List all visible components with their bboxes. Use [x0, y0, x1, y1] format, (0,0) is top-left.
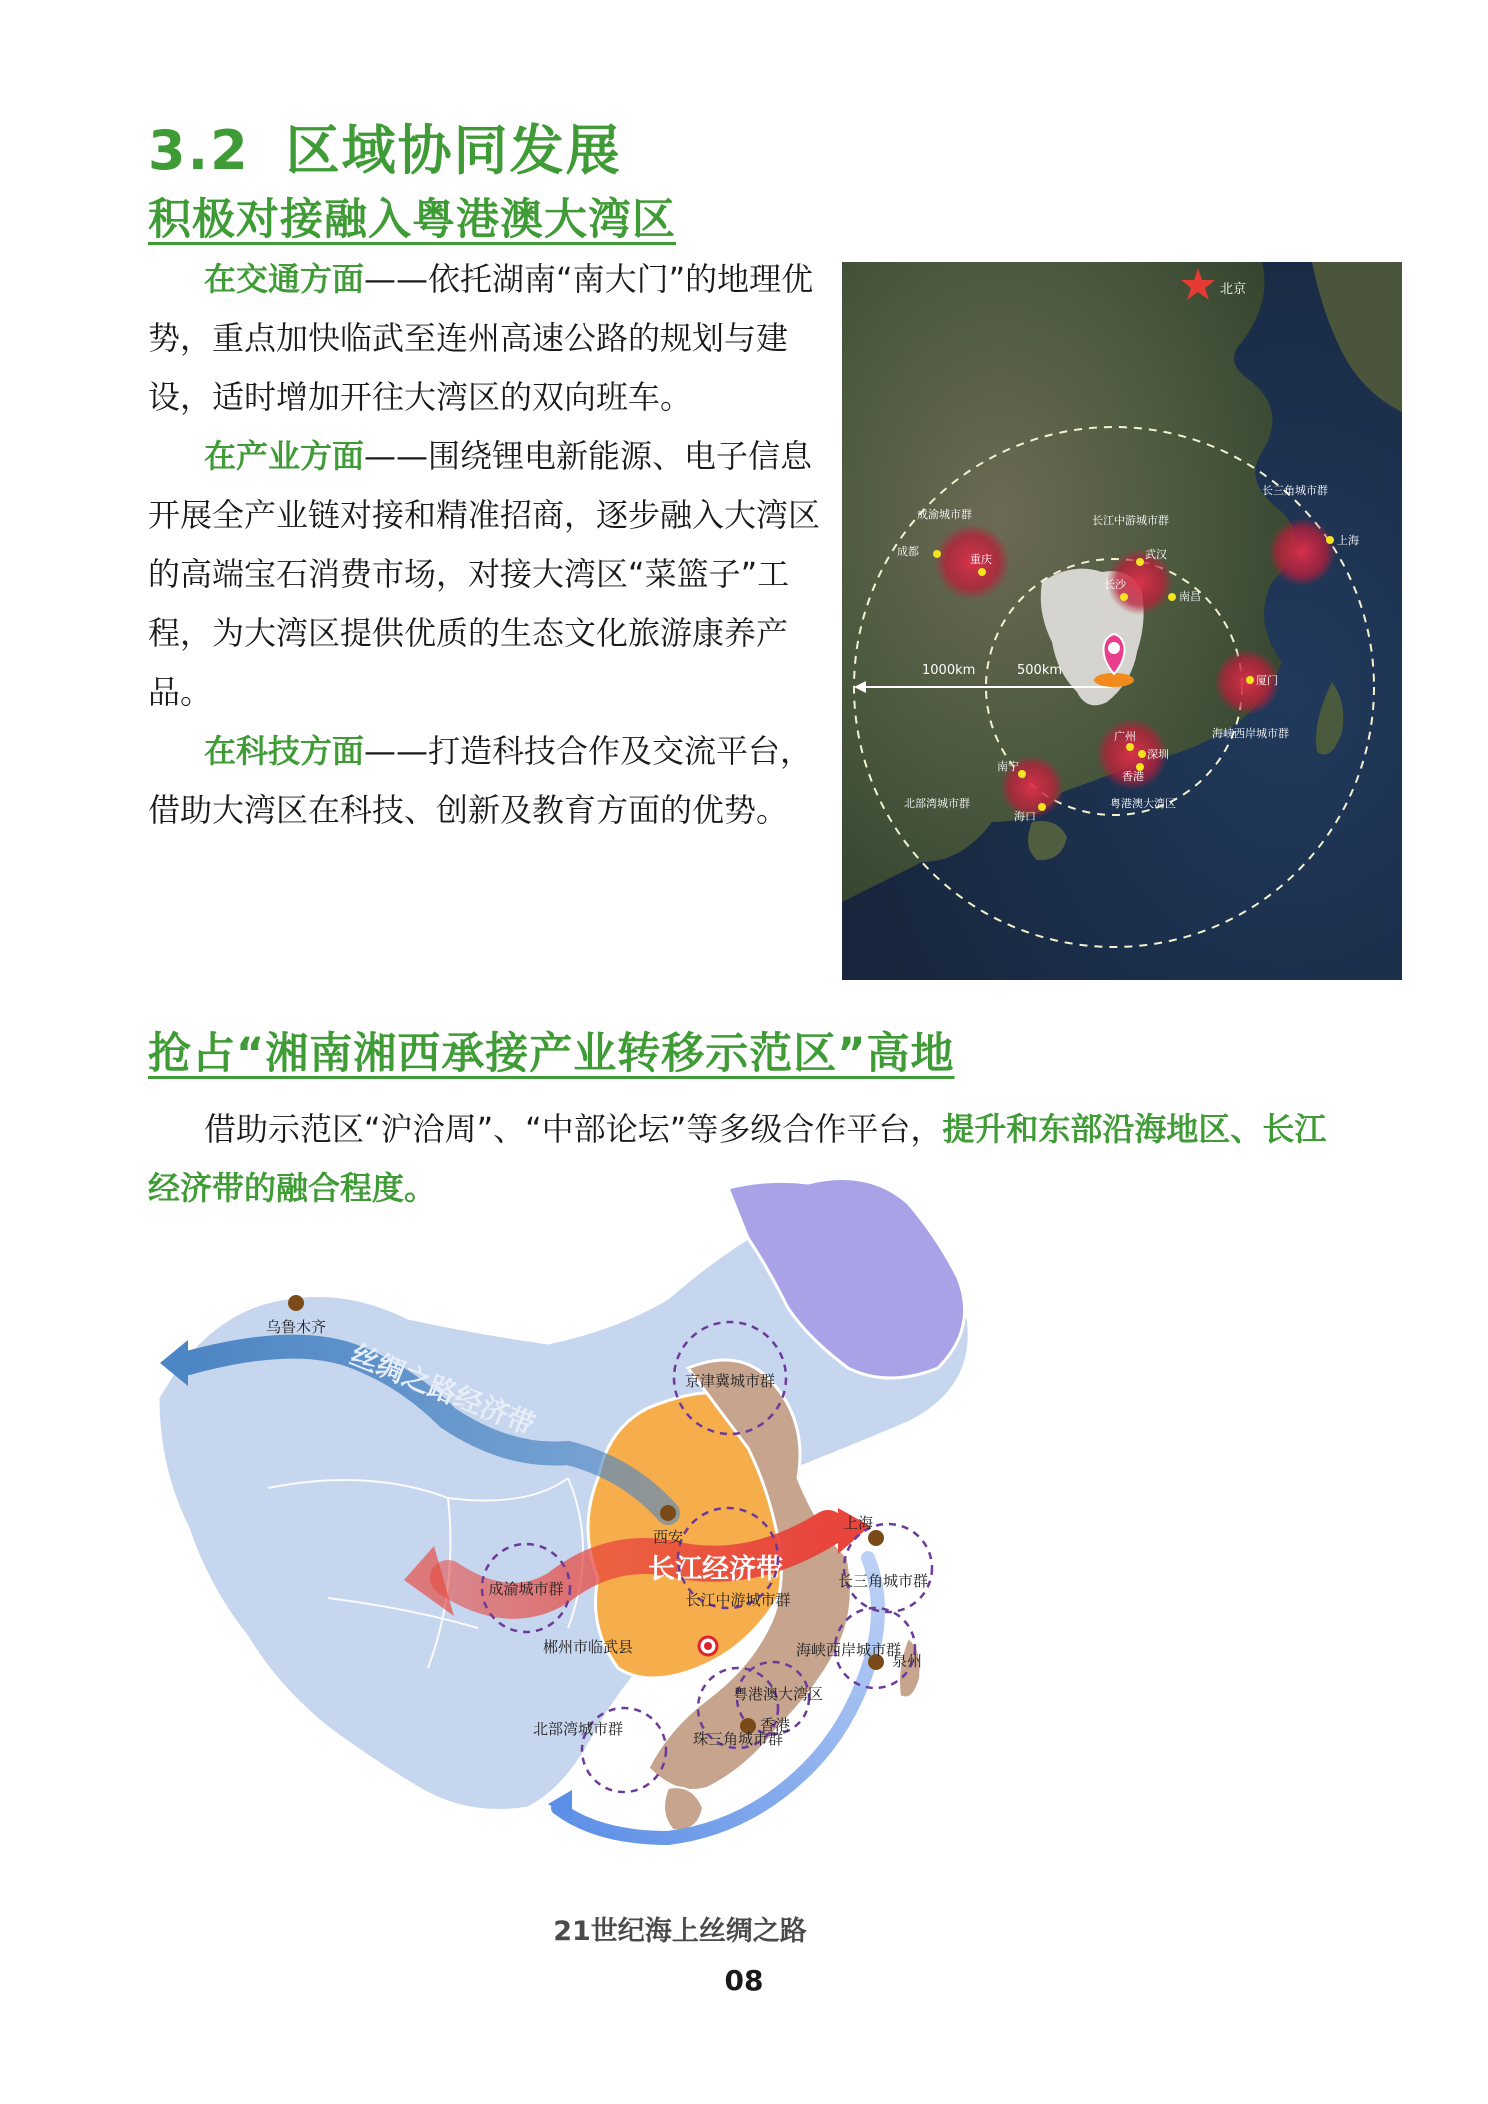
city-label-linwu: 郴州市临武县	[543, 1638, 634, 1656]
city-label-xiamen: 厦门	[1256, 674, 1278, 687]
paragraph-body: ——打造科技合作及交流平台，借助大湾区在科技、创新及教育方面的优势。	[148, 732, 813, 829]
paragraph-lead: 在产业方面	[204, 437, 365, 475]
paragraph-industry	[148, 427, 820, 722]
section-number: 3.2	[148, 119, 250, 182]
maritime-silk-road-label: 21世纪海上丝绸之路	[553, 1916, 807, 1947]
city-label-nanchang: 南昌	[1179, 590, 1201, 603]
section-heading	[148, 108, 622, 185]
china-strategy-map	[148, 1168, 1240, 1958]
city-label-urumqi: 乌鲁木齐	[265, 1318, 327, 1336]
satellite-region-map	[842, 262, 1402, 980]
city-label-guangzhou: 广州	[1114, 730, 1136, 743]
city-label-nanning: 南宁	[997, 760, 1019, 773]
page-number: 08	[724, 1964, 764, 1997]
silk-road-belt-label: 丝绸之路经济带	[345, 1337, 540, 1442]
city-label-hongkong: 香港	[1122, 770, 1144, 783]
cluster-label-pearl-delta: 珠三角城市群	[692, 1730, 784, 1748]
paragraph-lead: 在交通方面	[204, 260, 365, 298]
cluster-label-jingjinji: 京津冀城市群	[684, 1372, 776, 1390]
city-label-shanghai: 上海	[1337, 534, 1359, 547]
capital-label: 北京	[1220, 282, 1247, 297]
cluster-label-beibu-gulf: 北部湾城市群	[532, 1720, 624, 1738]
city-label-shanghai: 上海	[842, 1514, 874, 1532]
city-label-quanzhou: 泉州	[892, 1652, 923, 1670]
city-label-xian: 西安	[652, 1528, 684, 1546]
satellite-map-graphic	[842, 262, 1402, 980]
subsection-title-bay-area: 积极对接融入粤港澳大湾区	[148, 195, 676, 245]
city-label-changsha: 长沙	[1104, 578, 1126, 591]
cluster-label-yangtze-middle: 长江中游城市群	[1092, 514, 1169, 527]
subsection-title-transfer-zone: 抢占“湘南湘西承接产业转移示范区”高地	[148, 1029, 955, 1079]
ring-label-500km: 500km	[1017, 663, 1063, 678]
china-map-graphic	[148, 1168, 1240, 1958]
cluster-label-greater-bay: 粤港澳大湾区	[1110, 797, 1176, 810]
cluster-label-west-strait: 海峡西岸城市群	[796, 1641, 902, 1659]
paragraph-lead: 在科技方面	[204, 732, 365, 770]
section-title: 区域协同发展	[285, 119, 622, 182]
city-label-chongqing: 重庆	[970, 553, 992, 566]
city-label-shenzhen: 深圳	[1147, 748, 1169, 761]
paragraph-transport	[148, 250, 820, 427]
cluster-label-chengyu: 成渝城市群	[917, 508, 972, 521]
paragraph-body: ——依托湖南“南大门”的地理优势，重点加快临武至连州高速公路的规划与建设，适时增加开往大湾区的双向班车。	[148, 260, 814, 416]
cluster-label-chengyu: 成渝城市群	[488, 1580, 564, 1598]
paragraph-body: 借助示范区“沪洽周”、“中部论坛”等多级合作平台，	[204, 1110, 943, 1148]
cluster-label-beibu-gulf: 北部湾城市群	[904, 797, 970, 810]
cluster-label-west-strait: 海峡西岸城市群	[1212, 727, 1289, 740]
cooperation-paragraphs	[148, 250, 820, 840]
cluster-label-yangtze-delta: 长三角城市群	[1262, 484, 1328, 497]
paragraph-highlight: 提升和东部沿海地区、长江经济带的融合程度。	[148, 1110, 1327, 1207]
city-label-wuhan: 武汉	[1145, 548, 1167, 561]
cluster-label-yangtze-delta: 长三角城市群	[837, 1572, 929, 1590]
paragraph-tech	[148, 722, 820, 840]
linwu-marker-icon	[699, 1637, 717, 1655]
paragraph-body: ——围绕锂电新能源、电子信息开展全产业链对接和精准招商，逐步融入大湾区的高端宝石消费市场，对接大湾区“菜篮子”工程，为大湾区提供优质的生态文化旅游康养产品。	[148, 437, 821, 711]
cluster-label-greater-bay: 粤港澳大湾区	[732, 1685, 824, 1703]
ring-label-1000km: 1000km	[922, 663, 976, 678]
city-label-haikou: 海口	[1014, 810, 1036, 823]
city-label-chengdu: 成都	[897, 545, 919, 558]
cluster-label-yangtze-middle: 长江中游城市群	[685, 1591, 791, 1609]
city-label-hongkong: 香港	[760, 1716, 791, 1734]
yangtze-belt-label: 长江经济带	[648, 1554, 783, 1585]
